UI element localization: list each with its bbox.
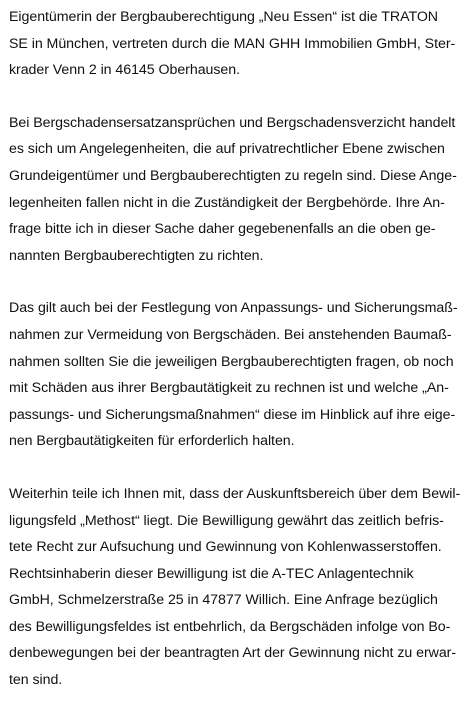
- text-line: Rechtsinhaberin dieser Bewilligung ist die A-TEC Anlagentechnik: [9, 565, 414, 582]
- paragraph-permit-field: [9, 481, 461, 694]
- text-line: frage bitte ich in dieser Sache daher gegebenenfalls an die oben ge-: [9, 221, 436, 238]
- text-line: Bei Bergschadensersatzansprüchen und Bergschadensverzicht handelt: [9, 114, 456, 131]
- text-line: Grundeigentümer und Bergbauberechtigten zu regeln sind. Diese Ange-: [9, 167, 457, 184]
- text-line: ten sind.: [9, 672, 63, 689]
- text-line: ligungsfeld „Methost“ liegt. Die Bewilligung gewährt das zeitlich befris-: [9, 512, 444, 529]
- text-line: nahmen zur Vermeidung von Bergschäden. Bei anstehenden Baumaß-: [9, 326, 452, 343]
- text-line: nen Bergbautätigkeiten für erforderlich halten.: [9, 433, 295, 450]
- text-line: Weiterhin teile ich Ihnen mit, dass der Auskunftsbereich über dem Bewil-: [9, 485, 461, 502]
- text-line: passungs- und Sicherungsmaßnahmen“ diese im Hinblick auf ihre eige-: [9, 406, 456, 423]
- text-line: Das gilt auch bei der Festlegung von Anpassungs- und Sicherungsmaß-: [9, 300, 458, 317]
- text-line: mit Schäden aus ihrer Bergbautätigkeit zu rechnen ist und welche „An-: [9, 380, 449, 397]
- text-line: Eigentümerin der Bergbauberechtigung „Neu Essen“ ist die TRATON: [9, 9, 439, 25]
- text-line: des Bewilligungsfeldes ist entbehrlich, da Bergschäden infolge von Bo-: [9, 618, 451, 635]
- text-line: nahmen sollten Sie die jeweiligen Bergbauberechtigten fragen, ob noch: [9, 353, 454, 370]
- text-line: es sich um Angelegenheiten, die auf privatrechtlicher Ebene zwischen: [9, 141, 445, 158]
- paragraph-safety-measures: [9, 295, 461, 455]
- document-body: [9, 4, 461, 720]
- text-line: denbewegungen bei der beantragten Art der Gewinnung nicht zu erwar-: [9, 645, 457, 662]
- paragraph-ownership: [9, 4, 461, 84]
- text-line: tete Recht zur Aufsuchung und Gewinnung von Kohlenwasserstoffen.: [9, 539, 442, 556]
- text-line: krader Venn 2 in 46145 Oberhausen.: [9, 62, 240, 79]
- text-line: SE in München, vertreten durch die MAN GHH Immobilien GmbH, Ster-: [9, 35, 456, 52]
- paragraph-mining-damage-claims: [9, 110, 461, 270]
- text-line: legenheiten fallen nicht in die Zuständigkeit der Bergbehörde. Ihre An-: [9, 194, 445, 211]
- text-line: nannten Bergbauberechtigten zu richten.: [9, 247, 264, 264]
- text-line: GmbH, Schmelzerstraße 25 in 47877 Willich. Eine Anfrage bezüglich: [9, 592, 438, 609]
